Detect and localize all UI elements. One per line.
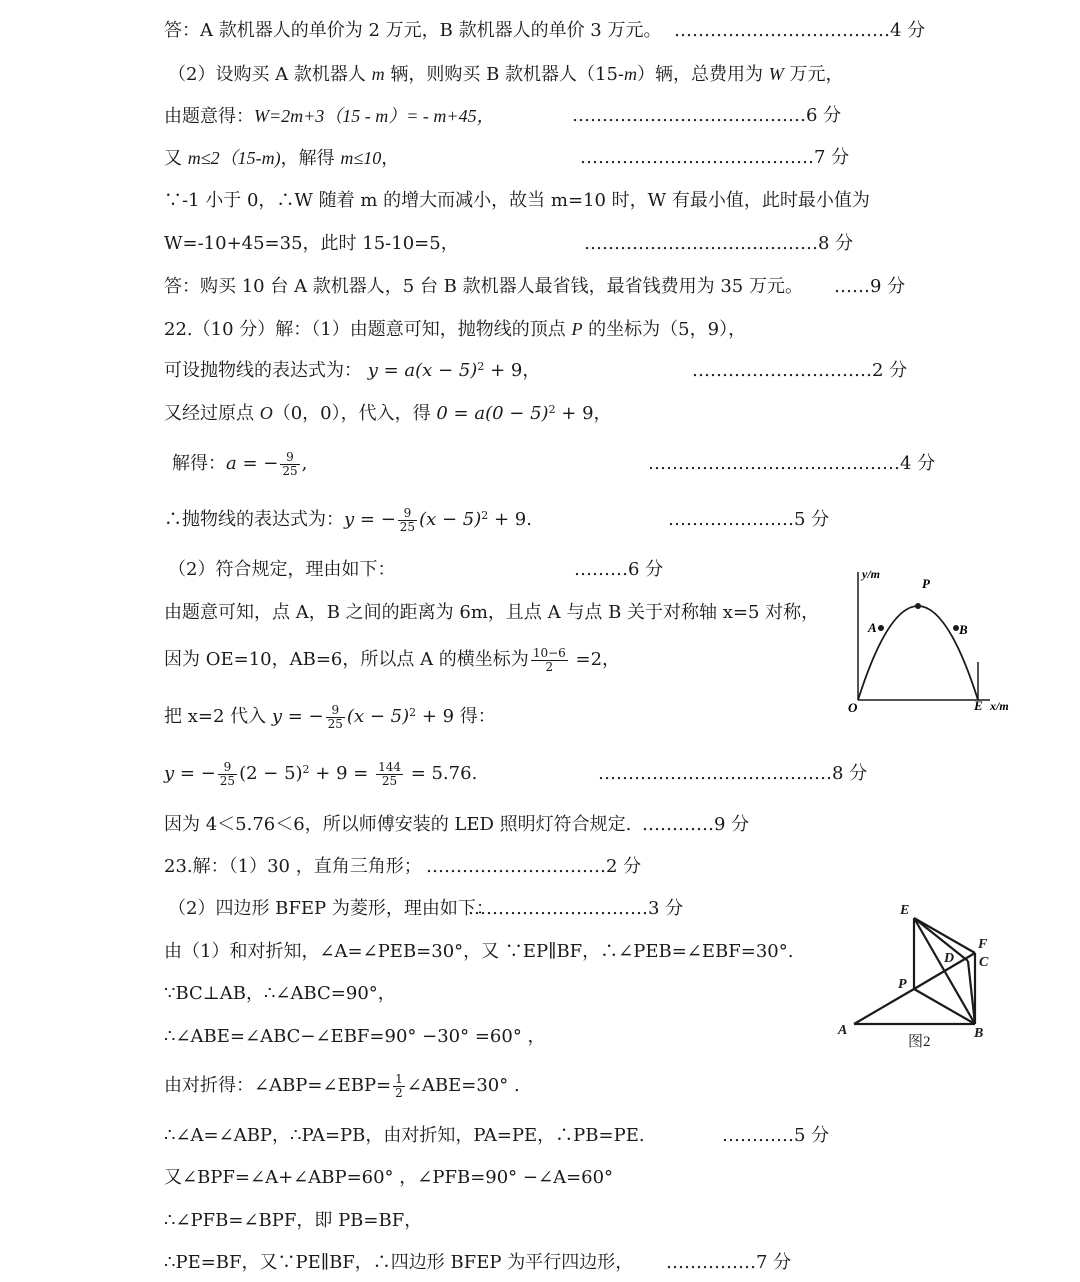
geometry-figure-2 bbox=[830, 896, 1030, 1058]
equal-sides-line: ∴∠A=∠ABP，∴PA=PB，由对折知，PA=PE，∴PB=PE. bbox=[164, 1125, 645, 1146]
score-8: …………………………………8 分 bbox=[584, 233, 854, 254]
score-3: …………………………3 分 bbox=[468, 898, 684, 919]
parabola-expression: ∴抛物线的表达式为：y = − $\frac{9}{25}$ $(x - 5)^2 + 9$. bbox=[164, 505, 532, 534]
figure2-caption: 图2 bbox=[908, 1034, 931, 1050]
fraction-9-25: $\frac{9}{25}$ bbox=[219, 759, 236, 788]
answer-line-2: 答：购买 10 台 A 款机器人，5 台 B 款机器人最省钱，最省钱费用为 35 万元。 bbox=[164, 276, 803, 297]
origin-substitution: 又经过原点 O（0，0），代入，得 $0 = a(0 - 5)^2 + 9$， bbox=[164, 403, 612, 424]
angle-line-4: 又∠BPF=∠A+∠ABP=60° ，∠PFB=90° −∠A=60° bbox=[164, 1167, 614, 1188]
score-2b: …………………………2 分 bbox=[426, 856, 642, 877]
label-d: D bbox=[944, 951, 955, 966]
score-6: …………………………………6 分 bbox=[572, 105, 842, 126]
segment-ec bbox=[914, 918, 968, 961]
score-7b: ……………7 分 bbox=[666, 1252, 792, 1273]
point-e-label: E bbox=[974, 698, 983, 713]
inequality-line: 又 m≤2（15-m)，解得 m≤10， bbox=[164, 148, 400, 169]
score-7: …………………………………7 分 bbox=[580, 147, 850, 168]
origin-label: O bbox=[848, 700, 858, 715]
fraction-9-25: $\frac{9}{25}$ bbox=[399, 505, 416, 534]
angle-line-2: ∵BC⊥AB，∴∠ABC=90°， bbox=[164, 983, 396, 1004]
score-8b: …………………………………8 分 bbox=[598, 763, 868, 784]
solve-a: 解得：a = − $\frac{9}{25}$ , bbox=[172, 449, 308, 478]
label-e: E bbox=[900, 903, 910, 918]
y-axis-label: y/m bbox=[862, 567, 880, 581]
q22-heading: 22.（10 分）解：（1）由题意可知，抛物线的顶点 P 的坐标为（5，9）， bbox=[164, 319, 747, 340]
label-p: P bbox=[898, 977, 907, 992]
label-a: A bbox=[838, 1023, 848, 1038]
answer-line-1: 答：A 款机器人的单价为 2 万元，B 款机器人的单价 3 万元。 bbox=[164, 20, 662, 41]
reasoning-line: ∵-1 小于 0，∴W 随着 m 的增大而减小，故当 m=10 时，W 有最小值，此时最小值为 bbox=[164, 190, 870, 211]
score-4: ………………………………4 分 bbox=[674, 20, 926, 41]
score-5: …………………5 分 bbox=[668, 509, 830, 530]
point-p-dot bbox=[915, 603, 921, 609]
pb-bf-line: ∴∠PFB=∠BPF，即 PB=BF， bbox=[164, 1210, 423, 1231]
angle-line-3: ∴∠ABE=∠ABC−∠EBF=90° −30° =60° ， bbox=[164, 1026, 546, 1047]
fraction-1-2: $\frac{1}{2}$ bbox=[395, 1071, 403, 1100]
compute-y: y = − $\frac{9}{25}$ $(2 - 5)^2 + 9$ = $\frac{144}{25}$ = 5.76. bbox=[164, 759, 478, 788]
label-f: F bbox=[978, 937, 988, 952]
point-b-label: B bbox=[959, 622, 968, 637]
parabola-figure bbox=[840, 562, 1030, 722]
score-4b: ……………………………………4 分 bbox=[648, 453, 936, 474]
point-a-dot bbox=[878, 625, 884, 631]
fraction-10-6-over-2: $\frac{10-6}{2}$ bbox=[532, 645, 566, 674]
q23-part2: （2）四边形 BFEP 为菱形，理由如下： bbox=[168, 898, 494, 919]
score-6b: ………6 分 bbox=[574, 559, 664, 580]
parabola-form: 可设抛物线的表达式为： $y = a(x - 5)^2 + 9$， bbox=[164, 360, 541, 381]
point-p-label: P bbox=[922, 576, 930, 591]
parallelogram-line: ∴PE=BF，又∵PE∥BF，∴四边形 BFEP 为平行四边形， bbox=[164, 1252, 634, 1273]
part2-intro: （2）设购买 A 款机器人 m 辆，则购买 B 款机器人（15-m）辆，总费用为 W 万元， bbox=[168, 64, 844, 85]
q23-part1: 23.解：（1）30 ，直角三角形； bbox=[164, 856, 422, 877]
score-9b: …………9 分 bbox=[642, 814, 750, 835]
min-value-line: W=-10+45=35，此时 15-10=5， bbox=[164, 233, 459, 254]
fraction-9-25: $\frac{9}{25}$ bbox=[327, 702, 343, 731]
conclusion-led: 因为 4＜5.76＜6，所以师傅安装的 LED 照明灯符合规定. bbox=[164, 814, 632, 835]
distance-line: 由题意可知，点 A，B 之间的距离为 6m，且点 A 与点 B 关于对称轴 x=5 对称， bbox=[164, 602, 820, 623]
label-b: B bbox=[974, 1026, 984, 1041]
segment-ap bbox=[854, 989, 914, 1024]
point-a-label: A bbox=[868, 620, 877, 635]
fraction-9-25: $\frac{9}{25}$ bbox=[282, 449, 298, 478]
score-2: …………………………2 分 bbox=[692, 360, 908, 381]
abscissa-line: 因为 OE=10，AB=6，所以点 A 的横坐标为 $\frac{10-6}{2}$ =2， bbox=[164, 645, 621, 674]
score-5b: …………5 分 bbox=[722, 1125, 830, 1146]
angle-line-1: 由（1）和对折知，∠A=∠PEB=30°，又 ∵EP∥BF，∴∠PEB=∠EBF=30°. bbox=[164, 941, 794, 962]
score-9: ……9 分 bbox=[834, 276, 906, 297]
part2-conforms: （2）符合规定，理由如下： bbox=[168, 559, 396, 580]
substitute-x2: 把 x=2 代入 y = − $\frac{9}{25}$ $(x - 5)^2 + 9$ 得： bbox=[164, 702, 496, 731]
equation-w: 由题意得：W=2m+3（15 - m）= - m+45， bbox=[164, 106, 495, 127]
x-axis-label: x/m bbox=[990, 699, 1009, 713]
fold-angle-line: 由对折得：∠ABP=∠EBP= $\frac{1}{2}$ ∠ABE=30° . bbox=[164, 1071, 520, 1100]
fraction-144-25: $\frac{144}{25}$ bbox=[378, 759, 401, 788]
label-c: C bbox=[979, 955, 989, 970]
